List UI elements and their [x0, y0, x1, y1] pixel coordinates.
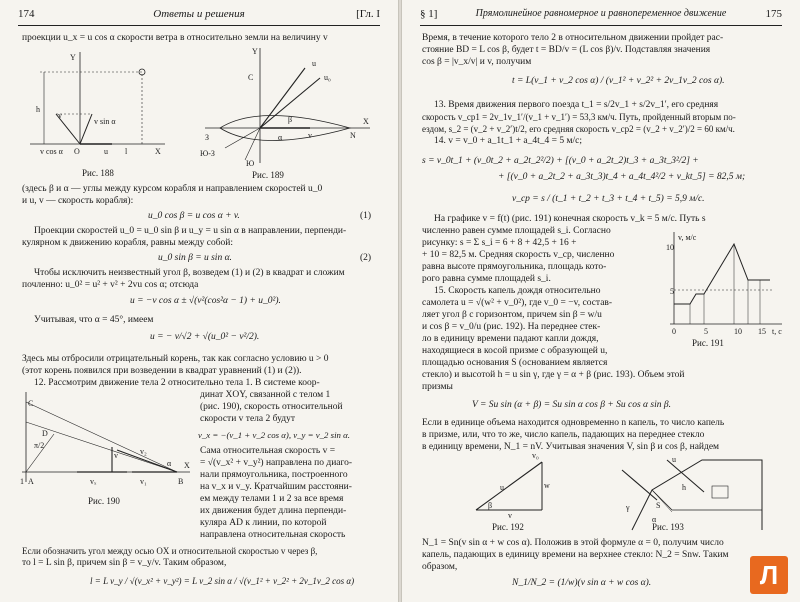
svg-text:u: u	[312, 59, 316, 68]
text-line: рого равна сумме площадей s_i.	[422, 274, 551, 284]
svg-text:α: α	[167, 459, 172, 468]
text-line: численно равен сумме площадей s_i. Согласно	[422, 226, 611, 236]
svg-text:v: v	[308, 131, 312, 140]
svg-text:Y: Y	[252, 47, 258, 56]
svg-text:S: S	[656, 501, 661, 510]
svg-text:h: h	[36, 105, 40, 114]
text-line: динат XOY, связанной с телом 1	[200, 390, 331, 400]
text-line: ем между телами 1 и 2 за все время	[200, 494, 344, 504]
figure-189	[200, 48, 375, 166]
text-line: ляет угол β с горизонтом, причем sin β = w/u	[422, 310, 602, 320]
text-line: Если в единице объема находится одновременно n капель, то число капель	[422, 418, 725, 428]
svg-text:Ю-З: Ю-З	[200, 149, 215, 158]
text-line: проекции u_x = u cos α скорости ветра в относительно земли на величину v	[22, 33, 328, 43]
publisher-logo	[750, 556, 788, 594]
svg-text:X: X	[184, 461, 190, 470]
text-line: почленно: u_0² = u² + v² + 2vu cos α; отсюда	[22, 280, 199, 290]
equation-2: u_0 sin β = u sin α.	[158, 253, 232, 263]
text-line: Если обозначить угол между осью OX и относительной скоростью v через β,	[22, 546, 318, 556]
figure-188-caption: Рис. 188	[82, 168, 114, 178]
left-page-header	[18, 8, 380, 26]
figure-193-caption: Рис. 193	[652, 522, 684, 532]
text-line: стекло) и высотой h = u sin γ, где γ = α + β (рис. 193). Объем этой	[422, 370, 685, 380]
text-line: в единицу времени, N_1 = nV. Учитывая значения V, sin β и cos β, найдем	[422, 442, 720, 452]
figure-189-caption: Рис. 189	[252, 170, 284, 180]
figure-191	[664, 232, 784, 336]
text-line: Чтобы исключить неизвестный угол β, возведем (1) и (2) в квадрат и сложим	[34, 268, 345, 278]
svg-text:v: v	[58, 111, 62, 120]
text-line: = √(v_x² + v_y²) направлена по диаго-	[200, 458, 353, 468]
running-title: Ответы и решения	[153, 8, 245, 20]
equation-5: v_x = −(v_1 + v_2 cos α), v_y = v_2 sin α.	[198, 430, 350, 440]
svg-text:v₂: v₂	[140, 447, 147, 456]
equation-3: u = −v cos α ± √(v²(cos²α − 1) + u_0²).	[130, 296, 281, 306]
text-line: в призме, или, что то же, число капель, падающих на переднее стекло	[422, 430, 705, 440]
svg-text:vₓ: vₓ	[90, 477, 97, 486]
text-line: 13. Время движения первого поезда t_1 = s/2v_1 + s/2v_1′, его средняя	[434, 100, 719, 110]
svg-text:l: l	[125, 147, 128, 156]
header-rule	[420, 25, 782, 26]
svg-text:v₁: v₁	[140, 477, 147, 486]
text-line: Сама относительная скорость v =	[200, 446, 336, 456]
svg-text:v, м/с: v, м/с	[678, 233, 697, 242]
text-line: то l = L sin β, причем sin β = v_y/v. Таким образом,	[22, 558, 227, 568]
svg-text:α: α	[278, 133, 283, 142]
text-line: cos β = |v_x/v| и v, получим	[422, 57, 532, 67]
text-line: капель, падающих в единицу времени на верхнее стекло: N_2 = Snw. Таким	[422, 550, 729, 560]
svg-text:w: w	[544, 481, 550, 490]
right-page	[402, 0, 800, 602]
text-line: скорости v тела 2 будут	[200, 414, 295, 424]
text-line: N_1 = Sn(v sin α + w cos α). Положив в этой формуле α = 0, получим число	[422, 538, 724, 548]
text-line: рисунку: s = Σ s_i = 6 + 8 + 42,5 + 16 +	[422, 238, 577, 248]
text-line: направлена относительная скорость	[200, 530, 346, 540]
figure-193	[612, 450, 782, 536]
text-line: + 10 = 82,5 м. Средняя скорость v_ср, численно	[422, 250, 615, 260]
equation-8a: s = v_0t_1 + (v_0t_2 + a_2t_2²/2) + [(v_0 + a_2t_2)t_3 + a_3t_3²/2] +	[422, 156, 699, 166]
figure-190	[22, 392, 192, 494]
header-rule	[18, 25, 380, 26]
text-line: нали прямоугольника, построенного	[200, 470, 348, 480]
page-number: 174	[18, 8, 35, 20]
text-line: 12. Рассмотрим движение тела 2 относительно тела 1. В системе коор-	[34, 378, 320, 388]
svg-text:C: C	[248, 73, 254, 82]
svg-text:10: 10	[734, 327, 742, 336]
text-line: Проекции скоростей u_0 = u_0 sin β и u_y = u sin α в направлении, перпенди-	[34, 226, 347, 236]
equation-number: (1)	[360, 211, 372, 221]
svg-text:X: X	[155, 147, 161, 156]
svg-text:γ: γ	[626, 503, 630, 512]
equation-9: v_ср = s / (t_1 + t_2 + t_3 + t_4 + t_5) = 5,9 м/с.	[512, 194, 705, 204]
figure-192	[472, 451, 552, 520]
figure-188	[30, 52, 170, 162]
text-line: ло в единицу времени падают капли дождя,	[422, 334, 599, 344]
text-line: самолета u = √(w² + v_0²), где v_0 = −v, состав-	[422, 298, 613, 308]
svg-text:u: u	[104, 147, 108, 156]
svg-text:Y: Y	[70, 53, 76, 62]
svg-text:5: 5	[670, 287, 674, 296]
svg-text:u: u	[672, 455, 676, 464]
svg-text:h: h	[682, 483, 686, 492]
svg-text:v: v	[114, 451, 118, 460]
svg-text:0: 0	[672, 327, 676, 336]
svg-text:u₀: u₀	[324, 73, 331, 82]
section-label: § 1]	[420, 8, 438, 20]
svg-text:X: X	[363, 117, 369, 126]
svg-text:10: 10	[666, 243, 674, 252]
svg-text:1: 1	[20, 477, 24, 486]
figure-192-caption: Рис. 192	[492, 522, 524, 532]
svg-text:v sin α: v sin α	[94, 117, 116, 126]
svg-text:v: v	[508, 511, 512, 520]
text-line: стояние BD = L cos β, будет t = BD/v = (L cos β)/v. Подставляя значения	[422, 45, 711, 55]
equation-8b: + [(v_0 + a_2t_2 + a_3t_3)t_4 + a_4t_4²/2 + v_kt_5] = 82,5 м;	[498, 172, 746, 182]
text-line: (рис. 190), скорость относительной	[200, 402, 343, 412]
text-line: На графике v = f(t) (рис. 191) конечная скорость v_k = 5 м/с. Путь s	[434, 214, 706, 224]
svg-text:v cos α: v cos α	[40, 147, 63, 156]
left-page	[0, 0, 398, 602]
text-line: Учитывая, что α = 45°, имеем	[34, 315, 154, 325]
text-line: (здесь β и α — углы между курсом корабля и направлением скоростей u_0	[22, 184, 323, 194]
svg-text:5: 5	[704, 327, 708, 336]
running-title: Прямолинейное равномерное и равнопеременное движение	[475, 8, 727, 19]
svg-text:C: C	[28, 399, 34, 408]
svg-text:t, с: t, с	[772, 327, 782, 336]
equation-10: V = Su sin (α + β) = Su sin α cos β + Su cos α sin β.	[472, 400, 671, 410]
svg-text:π/2: π/2	[34, 441, 45, 450]
svg-text:β: β	[288, 115, 293, 124]
svg-text:B: B	[178, 477, 184, 486]
text-line: (этот корень появился при возведении в квадрат уравнений (1) и (2)).	[22, 366, 302, 376]
svg-text:N: N	[350, 131, 356, 140]
figure-190-caption: Рис. 190	[88, 496, 120, 506]
text-line: их движения будет длина перпенди-	[200, 506, 347, 516]
text-line: скорость v_ср1 = 2v_1v_1′/(v_1 + v_1′) = 53,3 км/ч. Путь, пройденный вторым по-	[422, 112, 736, 122]
equation-number: (2)	[360, 253, 372, 263]
text-line: на v_x и v_y. Кратчайшим расстояни-	[200, 482, 352, 492]
svg-text:β: β	[488, 501, 493, 510]
text-line: и u, v — скорость корабля):	[22, 196, 134, 206]
text-line: Время, в течение которого тело 2 в относительном движении пройдет рас-	[422, 33, 724, 43]
page-number: 175	[765, 8, 782, 20]
text-line: образом,	[422, 562, 458, 572]
text-line: находящиеся в косой призме с образующей u,	[422, 346, 608, 356]
equation-7: t = L(v_1 + v_2 cos α) / (v_1² + v_2² + 2v_1v_2 cos α).	[512, 76, 725, 86]
svg-text:O: O	[74, 147, 80, 156]
equation-4: u = − v/√2 + √(u_0² − v²/2).	[150, 332, 260, 342]
svg-text:v₀: v₀	[532, 451, 539, 460]
text-line: равна высоте прямоугольника, площадь кото-	[422, 262, 607, 272]
text-line: кулярном к движению корабля, равны между собой:	[22, 238, 234, 248]
svg-text:A: A	[28, 477, 34, 486]
svg-text:D: D	[42, 429, 48, 438]
svg-text:α: α	[652, 515, 657, 524]
publisher-logo-letter: Л	[759, 560, 779, 590]
text-line: Здесь мы отбросили отрицательный корень, так как согласно условию u > 0	[22, 354, 329, 364]
figure-191-caption: Рис. 191	[692, 338, 724, 348]
text-line: призмы	[422, 382, 453, 392]
text-line: куляра AD к линии, по которой	[200, 518, 327, 528]
text-line: площадью основания S (основанием является	[422, 358, 608, 368]
equation-11: N_1/N_2 = (1/w)(v sin α + w cos α).	[512, 578, 652, 588]
svg-text:15: 15	[758, 327, 766, 336]
text-line: ездом, s_2 = (v_2 + v_2′)t/2, его средняя скорость v_ср2 = (v_2 + v_2′)/2 = 60 км/ч.	[422, 124, 735, 134]
equation-6: l = L v_y / √(v_x² + v_y²) = L v_2 sin α / √(v_1² + v_2² + 2v_1v_2 cos α)	[90, 576, 355, 586]
text-line: 15. Скорость капель дождя относительно	[434, 286, 601, 296]
equation-1: u_0 cos β = u cos α + v.	[148, 211, 240, 221]
right-page-header	[420, 8, 782, 26]
text-line: 14. v = v_0 + a_1t_1 + a_4t_4 = 5 м/с;	[434, 136, 583, 146]
svg-text:Ю: Ю	[246, 159, 255, 168]
text-line: и cos β = v_0/u (рис. 192). На переднее стек-	[422, 322, 601, 332]
chapter-label: [Гл. I	[356, 8, 380, 20]
svg-text:u: u	[500, 483, 504, 492]
svg-text:З: З	[205, 133, 210, 142]
